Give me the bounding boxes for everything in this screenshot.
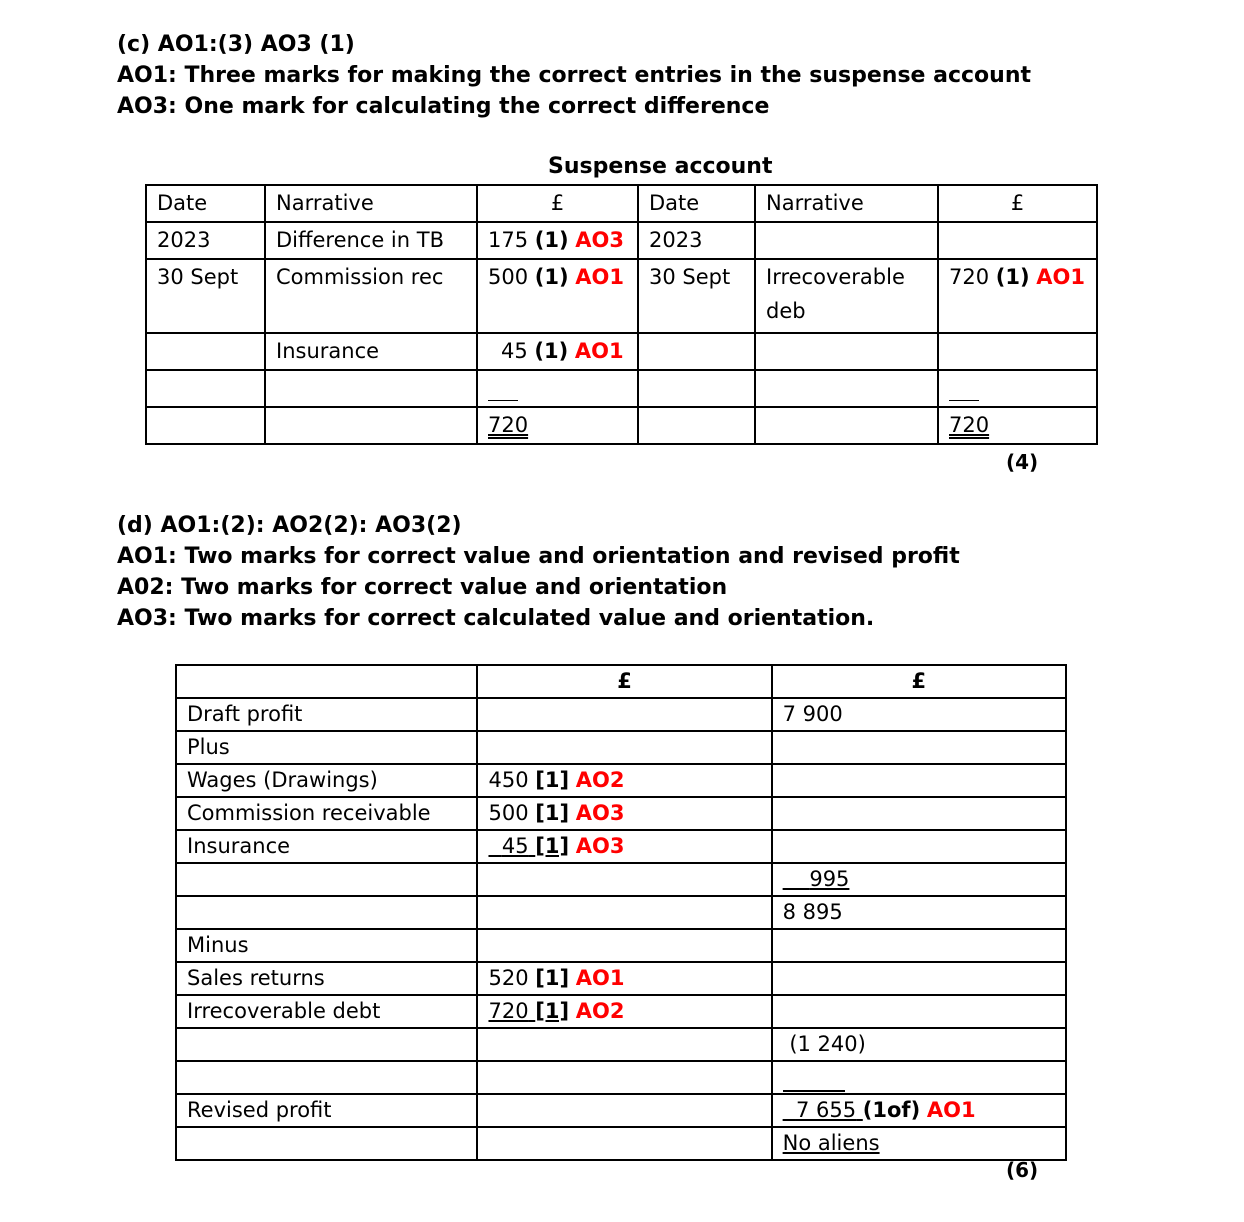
header-pound-mid: £ (477, 665, 771, 698)
sales-returns-value: 520 (488, 966, 529, 990)
table-row (146, 333, 1097, 370)
insurance-ao: AO3 (575, 834, 625, 858)
table-row (176, 1127, 1066, 1160)
section-d-title: (d) AO1:(2): AO2(2): AO3(2) (117, 513, 462, 538)
total-rule-right (949, 400, 979, 401)
header-narrative: Narrative (265, 185, 477, 222)
table-row (146, 259, 1097, 333)
insurance-amount-cell (477, 333, 638, 370)
irrecoverable-ao: AO1 (1036, 265, 1085, 289)
section-c-title: (c) AO1:(3) AO3 (1) (117, 32, 355, 57)
insurance-label: Insurance (176, 830, 477, 863)
revised-rule (783, 1090, 845, 1092)
insurance-ao: AO1 (574, 339, 624, 363)
section-d-ao3-criteria: AO3: Two marks for correct calculated value and orientation. (117, 606, 875, 631)
minus-label: Minus (176, 929, 477, 962)
section-c-marks: (4) (1006, 450, 1039, 474)
wages-mark: [1] (535, 768, 570, 792)
table-row (176, 1028, 1066, 1061)
commission-value: 500 (488, 801, 529, 825)
header-narrative-right: Narrative (755, 185, 938, 222)
commission-value-cell (477, 797, 771, 830)
irrecoverable-debt-value: 720 [1] (488, 999, 570, 1023)
irrecoverable-debt-ao: AO2 (575, 999, 625, 1023)
table-header-row (176, 665, 1066, 698)
difference-amount: 175 (488, 228, 529, 252)
table-row (176, 995, 1066, 1028)
sales-returns-value-cell (477, 962, 771, 995)
sales-returns-ao: AO1 (575, 966, 625, 990)
irrecoverable-debt-label: Irrecoverable debt (176, 995, 477, 1028)
draft-profit-value: 7 900 (772, 698, 1066, 731)
difference-amount-cell (477, 222, 638, 259)
total-rule-left (488, 400, 518, 401)
irrecoverable-debt-mark: [1] (535, 999, 570, 1023)
section-c-ao3-criteria: AO3: One mark for calculating the correct difference (117, 94, 770, 119)
irrecoverable-amount-cell (938, 259, 1097, 333)
revised-profit-mark: (1of) (862, 1098, 921, 1122)
insurance-value-cell (477, 830, 771, 863)
commission-amount-cell (477, 259, 638, 333)
commission-receivable-label: Commission receivable (176, 797, 477, 830)
insurance-value: 45 [1] (501, 834, 570, 858)
insurance-label: Insurance (265, 333, 477, 370)
minus-total: (1 240) (772, 1028, 1066, 1061)
header-date: Date (146, 185, 265, 222)
table-row (176, 863, 1066, 896)
revised-profit-value: 7 655 (795, 1098, 857, 1122)
sales-returns-label: Sales returns (176, 962, 477, 995)
irrecoverable-label: Irrecoverable deb (755, 259, 938, 333)
plus-label: Plus (176, 731, 477, 764)
plus-total: 995 (809, 867, 850, 891)
table-header-row (146, 185, 1097, 222)
table-row (176, 797, 1066, 830)
table-row (176, 962, 1066, 995)
revised-profit-label: Revised profit (176, 1094, 477, 1127)
irrecoverable-debt-value-cell (477, 995, 771, 1028)
table-row (146, 370, 1097, 407)
table-row (176, 830, 1066, 863)
irrecoverable-mark: (1) (995, 265, 1030, 289)
header-pound-right: £ (772, 665, 1066, 698)
revised-profit-ao: AO1 (926, 1098, 976, 1122)
date-left: 30 Sept (146, 259, 265, 333)
no-aliens-note: No aliens (782, 1131, 880, 1155)
wages-ao: AO2 (575, 768, 625, 792)
irrecoverable-amount: 720 (949, 265, 990, 289)
revised-profit-table (175, 664, 1067, 1161)
header-date-right: Date (638, 185, 755, 222)
wages-value: 450 (488, 768, 529, 792)
suspense-account-table (145, 184, 1098, 445)
commission-mark: [1] (535, 801, 570, 825)
table-row (176, 698, 1066, 731)
commission-label: Commission rec (265, 259, 477, 333)
table-row (176, 731, 1066, 764)
section-d-ao2-criteria: A02: Two marks for correct value and orientation (117, 575, 728, 600)
table-row (176, 1094, 1066, 1127)
header-pound: £ (477, 185, 638, 222)
sales-returns-mark: [1] (535, 966, 570, 990)
table-row (146, 407, 1097, 444)
commission-ao: AO1 (575, 265, 624, 289)
commission-mark: (1) (534, 265, 569, 289)
wages-label: Wages (Drawings) (176, 764, 477, 797)
difference-label: Difference in TB (265, 222, 477, 259)
commission-amount: 500 (488, 265, 529, 289)
commission-ao: AO3 (575, 801, 625, 825)
section-d-marks: (6) (1006, 1158, 1039, 1182)
table-row (176, 1061, 1066, 1094)
header-pound-right: £ (938, 185, 1097, 222)
year-left: 2023 (146, 222, 265, 259)
difference-ao: AO3 (575, 228, 624, 252)
total-left: 720 (488, 413, 529, 437)
section-c-ao1-criteria: AO1: Three marks for making the correct entries in the suspense account (117, 63, 1031, 88)
difference-mark: (1) (534, 228, 569, 252)
revised-profit-value-cell (772, 1094, 1066, 1127)
table-row (176, 929, 1066, 962)
year-right: 2023 (638, 222, 755, 259)
table-row (146, 222, 1097, 259)
total-right: 720 (949, 413, 990, 437)
subtotal-value: 8 895 (772, 896, 1066, 929)
date-right: 30 Sept (638, 259, 755, 333)
insurance-mark: (1) (534, 339, 569, 363)
section-d-ao1-criteria: AO1: Two marks for correct value and orientation and revised profit (117, 544, 960, 569)
suspense-account-title: Suspense account (548, 154, 773, 179)
insurance-amount: 45 (501, 339, 528, 363)
insurance-mark: [1] (535, 834, 570, 858)
wages-value-cell (477, 764, 771, 797)
table-row (176, 896, 1066, 929)
table-row (176, 764, 1066, 797)
draft-profit-label: Draft profit (176, 698, 477, 731)
